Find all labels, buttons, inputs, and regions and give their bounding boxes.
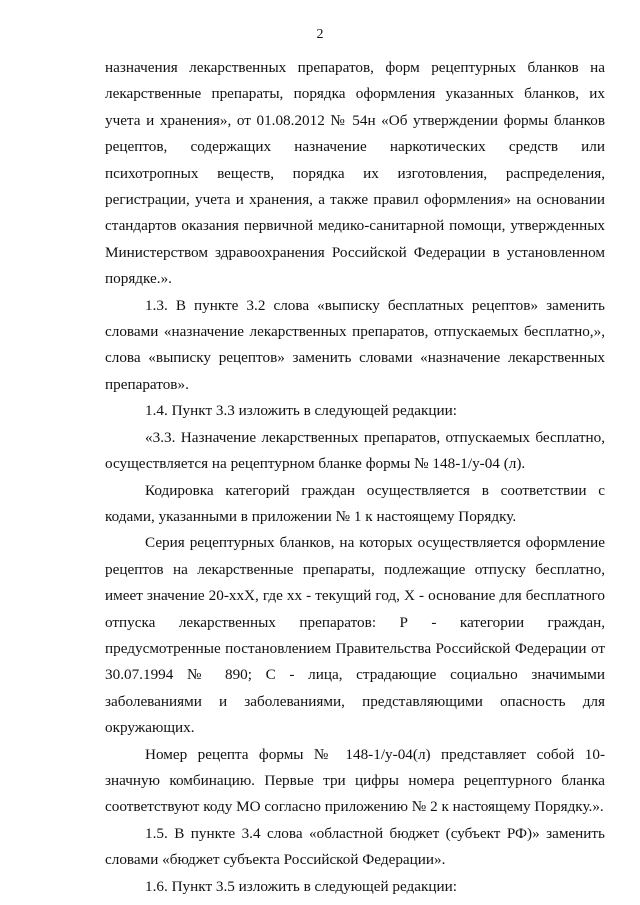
- paragraph-category-coding: Кодировка категорий граждан осуществляется в соответствии с кодами, указанными в приложении № 1 к настоящему Порядку.: [105, 481, 605, 525]
- paragraph-3-3: «3.3. Назначение лекарственных препаратов, отпускаемых бесплатно, осуществляется на рецептурном бланке формы № 148-1/у-04 (л).: [105, 428, 605, 473]
- paragraph-1-3: 1.3. В пункте 3.2 слова «выписку бесплатных рецептов» заменить словами «назначение лекарственных препаратов, отпускаемых бесплатно,», слова «выписку рецептов» заменить словами «назначение лекарственных препаратов».: [105, 296, 605, 393]
- document-body: [105, 55, 605, 900]
- paragraph-1-6: 1.6. Пункт 3.5 изложить в следующей редакции:: [145, 877, 458, 895]
- paragraph-1-4: 1.4. Пункт 3.3 изложить в следующей редакции:: [145, 402, 458, 420]
- paragraph-prescription-number: Номер рецепта формы № 148-1/у-04(л) представляет собой 10-значную комбинацию. Первые три цифры номера рецептурного бланка соответствуют коду МО согласно приложению № 2 к настоящему Порядку.».: [105, 745, 605, 816]
- paragraph-1-5: 1.5. В пункте 3.4 слова «областной бюджет (субъект РФ)» заменить словами «бюджет субъекта Российской Федерации».: [105, 824, 605, 869]
- paragraph-continuation: назначения лекарственных препаратов, форм рецептурных бланков на лекарственные препараты, порядка оформления указанных бланков, их учета и хранения», от 01.08.2012 № 54н «Об утверждении формы бланков рецептов, содержащих назначение наркотических средств или психотропных веществ, порядка их изготовления, распределения, регистрации, учета и хранения, а также правил оформления» на основании стандартов оказания первичной медико-санитарной помощи, утвержденных Министерством здравоохранения Российской Федерации в установленном порядке.».: [105, 59, 605, 288]
- paragraph-blank-series: Серия рецептурных бланков, на которых осуществляется оформление рецептов на лекарственные препараты, подлежащие отпуску бесплатно, имеет значение 20-ххХ, где хх - текущий год, Х - основание для бесплатного отпуска лекарственных препаратов: Р - категории граждан, предусмотренные постановлением Правительства Российской Федерации от 30.07.1994 № 890; С - лица, страдающие социально значимыми заболеваниями и заболеваниями, представляющими опасность для окружающих.: [105, 534, 605, 737]
- page-number: 2: [316, 27, 324, 42]
